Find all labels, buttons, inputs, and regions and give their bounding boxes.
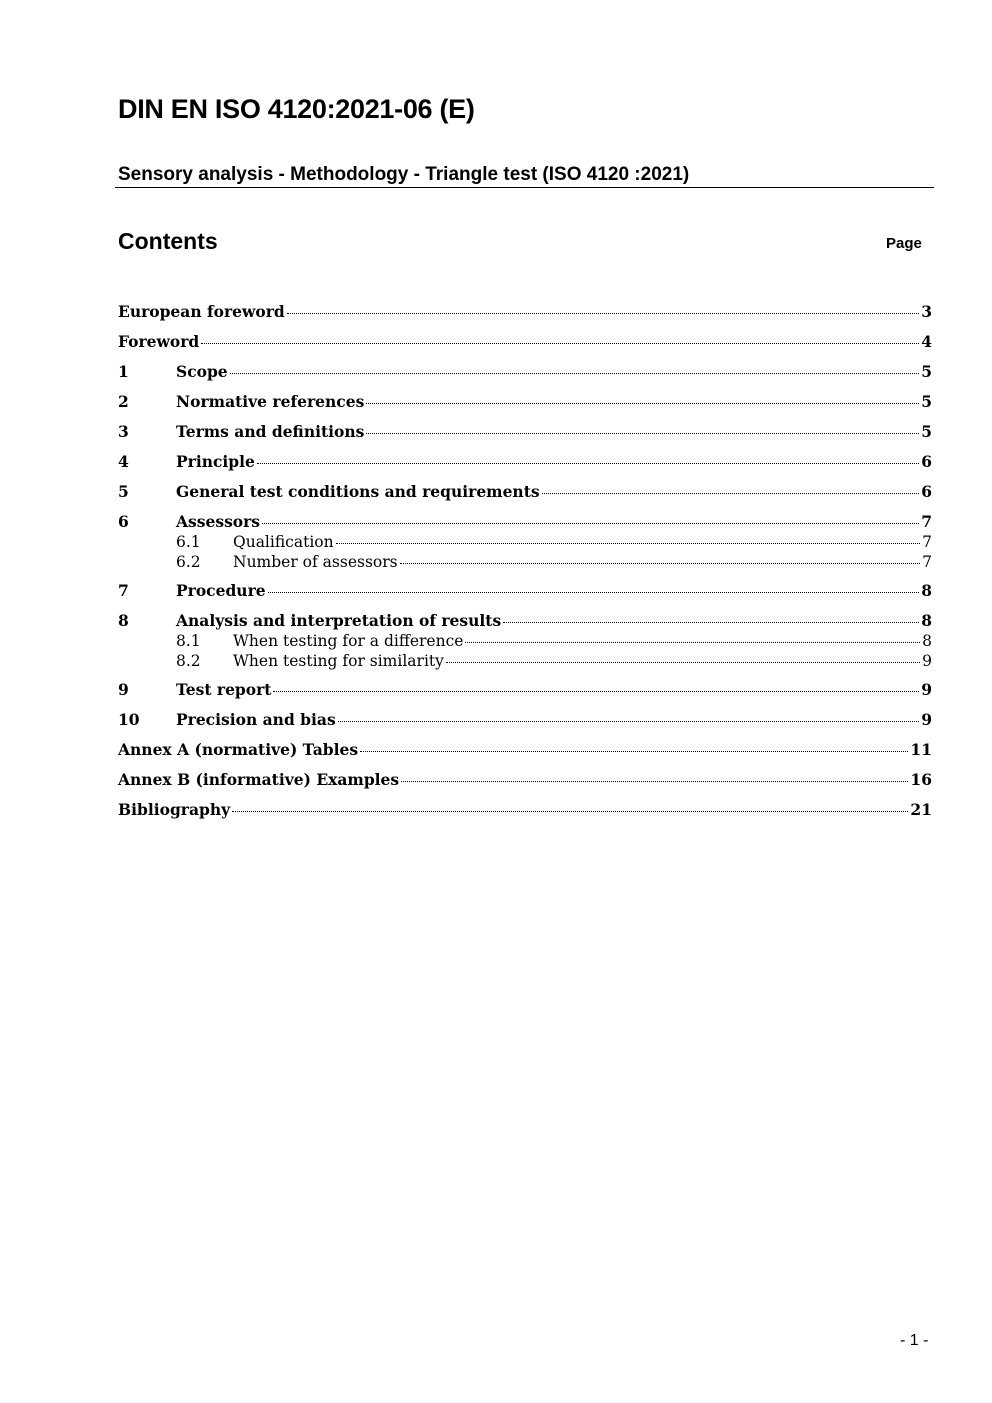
dot-leader bbox=[465, 642, 920, 643]
toc-entry[interactable] bbox=[118, 581, 932, 601]
toc-entry[interactable] bbox=[118, 710, 932, 730]
toc-subentry[interactable] bbox=[118, 532, 932, 552]
toc-entry[interactable] bbox=[118, 392, 932, 412]
dot-leader bbox=[366, 433, 919, 434]
toc-entry-title: Bibliography bbox=[118, 800, 231, 819]
document-subtitle: Sensory analysis - Methodology - Triangle test (ISO 4120 :2021) bbox=[118, 164, 690, 185]
toc-entry-title: Normative references bbox=[176, 392, 365, 411]
toc-entry-page: 7 bbox=[921, 512, 932, 531]
dot-leader bbox=[336, 543, 921, 544]
toc-entry-title: Principle bbox=[176, 452, 255, 471]
toc-entry[interactable] bbox=[118, 680, 932, 700]
toc-entry-number: 8 bbox=[118, 611, 129, 630]
toc-entry-page: 3 bbox=[921, 302, 932, 321]
toc-subentry[interactable] bbox=[118, 552, 932, 572]
toc-entry-title: When testing for similarity bbox=[233, 652, 444, 670]
toc-entry[interactable] bbox=[118, 482, 932, 502]
toc-entry-page: 21 bbox=[910, 800, 932, 819]
toc-entry-page: 8 bbox=[922, 632, 932, 650]
toc-entry-page: 5 bbox=[921, 392, 932, 411]
toc-entry-number: 1 bbox=[118, 362, 129, 381]
toc-entry[interactable] bbox=[118, 362, 932, 382]
toc-entry-title: European foreword bbox=[118, 302, 285, 321]
toc-entry-number: 6.1 bbox=[176, 533, 201, 551]
toc-entry-title: When testing for a difference bbox=[233, 632, 464, 650]
table-of-contents bbox=[118, 302, 932, 820]
toc-entry[interactable] bbox=[118, 740, 932, 760]
toc-entry-page: 5 bbox=[921, 362, 932, 381]
dot-leader bbox=[230, 373, 920, 374]
toc-entry-title: Scope bbox=[176, 362, 228, 381]
dot-leader bbox=[201, 343, 919, 344]
toc-entry-title: Qualification bbox=[233, 533, 334, 551]
toc-subentry[interactable] bbox=[118, 651, 932, 671]
toc-entry[interactable] bbox=[118, 452, 932, 472]
toc-entry-number: 9 bbox=[118, 680, 129, 699]
toc-entry-title: Analysis and interpretation of results bbox=[176, 611, 502, 630]
page-number: - 1 - bbox=[900, 1332, 929, 1349]
toc-entry-number: 6.2 bbox=[176, 553, 201, 571]
toc-entry-title: General test conditions and requirements bbox=[176, 482, 540, 501]
toc-entry[interactable] bbox=[118, 332, 932, 352]
toc-entry-page: 4 bbox=[921, 332, 932, 351]
dot-leader bbox=[360, 751, 908, 752]
toc-entry-title: Precision and bias bbox=[176, 710, 336, 729]
toc-entry-title: Assessors bbox=[176, 512, 261, 531]
toc-entry-page: 8 bbox=[921, 581, 932, 600]
toc-entry[interactable] bbox=[118, 611, 932, 631]
toc-entry-title: Annex B (informative) Examples bbox=[118, 770, 400, 789]
dot-leader bbox=[257, 463, 919, 464]
dot-leader bbox=[366, 403, 919, 404]
toc-entry-number: 10 bbox=[118, 710, 140, 729]
toc-entry-title: Terms and definitions bbox=[176, 422, 365, 441]
dot-leader bbox=[338, 721, 920, 722]
toc-entry-number: 8.2 bbox=[176, 652, 201, 670]
dot-leader bbox=[503, 622, 919, 623]
toc-entry-page: 6 bbox=[921, 482, 932, 501]
dot-leader bbox=[268, 592, 920, 593]
toc-entry-number: 7 bbox=[118, 581, 129, 600]
toc-entry-number: 8.1 bbox=[176, 632, 201, 650]
contents-heading: Contents bbox=[118, 228, 218, 254]
toc-entry[interactable] bbox=[118, 512, 932, 532]
dot-leader bbox=[232, 811, 908, 812]
title-divider bbox=[115, 187, 934, 188]
document-id: DIN EN ISO 4120:2021-06 (E) bbox=[118, 94, 475, 124]
toc-entry-page: 16 bbox=[910, 770, 932, 789]
toc-entry-number: 5 bbox=[118, 482, 129, 501]
toc-entry-page: 9 bbox=[921, 710, 932, 729]
toc-entry-number: 2 bbox=[118, 392, 129, 411]
toc-entry-page: 5 bbox=[921, 422, 932, 441]
toc-entry-title: Annex A (normative) Tables bbox=[118, 740, 359, 759]
toc-entry-number: 6 bbox=[118, 512, 129, 531]
toc-entry[interactable] bbox=[118, 422, 932, 442]
toc-entry-title: Procedure bbox=[176, 581, 266, 600]
page-column-label: Page bbox=[886, 235, 922, 252]
dot-leader bbox=[262, 523, 919, 524]
toc-entry-number: 4 bbox=[118, 452, 129, 471]
dot-leader bbox=[401, 781, 908, 782]
toc-entry-page: 9 bbox=[922, 652, 932, 670]
toc-entry-page: 7 bbox=[922, 533, 932, 551]
dot-leader bbox=[542, 493, 920, 494]
dot-leader bbox=[400, 563, 921, 564]
dot-leader bbox=[273, 691, 919, 692]
toc-entry-page: 7 bbox=[922, 553, 932, 571]
toc-entry-page: 8 bbox=[921, 611, 932, 630]
toc-entry-title: Foreword bbox=[118, 332, 200, 351]
toc-entry-page: 6 bbox=[921, 452, 932, 471]
toc-entry-number: 3 bbox=[118, 422, 129, 441]
toc-entry-title: Test report bbox=[176, 680, 272, 699]
toc-entry[interactable] bbox=[118, 302, 932, 322]
dot-leader bbox=[446, 662, 920, 663]
toc-entry-title: Number of assessors bbox=[233, 553, 398, 571]
toc-entry-page: 11 bbox=[910, 740, 932, 759]
toc-subentry[interactable] bbox=[118, 631, 932, 651]
toc-entry-page: 9 bbox=[921, 680, 932, 699]
toc-entry[interactable] bbox=[118, 770, 932, 790]
dot-leader bbox=[287, 313, 919, 314]
toc-entry[interactable] bbox=[118, 800, 932, 820]
